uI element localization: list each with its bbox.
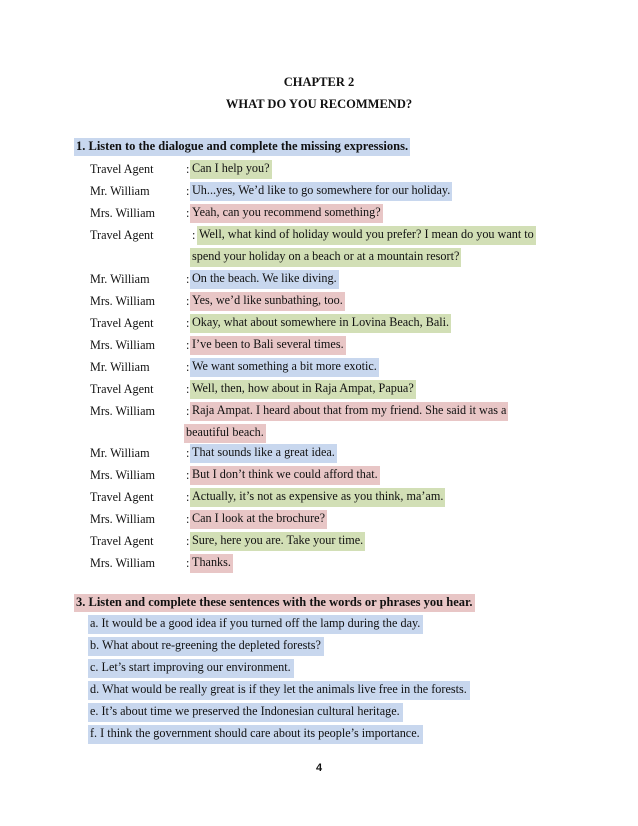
- dialogue-line: Mrs. William : Raja Ampat. I heard about that from my friend. She said it was a: [0, 404, 638, 426]
- dialogue-text: We want something a bit more exotic.: [190, 358, 379, 377]
- dialogue-line: Mrs. William : Can I look at the brochure?: [0, 512, 638, 534]
- speaker-name: Travel Agent: [90, 162, 154, 176]
- dialogue-text: Yes, we’d like sunbathing, too.: [190, 292, 345, 311]
- dialogue-line: Travel Agent : Okay, what about somewhere in Lovina Beach, Bali.: [0, 316, 638, 338]
- dialogue-text: Well, then, how about in Raja Ampat, Papua?: [190, 380, 416, 399]
- speaker-name: Mrs. William: [90, 468, 155, 482]
- dialogue-text: But I don’t think we could afford that.: [190, 466, 380, 485]
- chapter-subtitle: WHAT DO YOU RECOMMEND?: [225, 97, 413, 111]
- dialogue-text: On the beach. We like diving.: [190, 270, 339, 289]
- dialogue-line: Travel Agent : Well, what kind of holiday would you prefer? I mean do you want to: [0, 228, 638, 250]
- dialogue-line: Mrs. William : I’ve been to Bali several times.: [0, 338, 638, 360]
- dialogue-line: Travel Agent : Well, then, how about in Raja Ampat, Papua?: [0, 382, 638, 404]
- dialogue-text: Okay, what about somewhere in Lovina Beach, Bali.: [190, 314, 451, 333]
- speaker-name: Travel Agent: [90, 382, 154, 396]
- sentence-item: d. What would be really great is if they let the animals live free in the forests.: [88, 681, 470, 700]
- dialogue-text: That sounds like a great idea.: [190, 444, 337, 463]
- section1-heading: 1. Listen to the dialogue and complete the missing expressions.: [74, 138, 410, 156]
- speaker-name: Travel Agent: [90, 490, 154, 504]
- speaker-name: Mr. William: [90, 446, 150, 460]
- speaker-name: Travel Agent: [90, 316, 154, 330]
- speaker-name: Mr. William: [90, 184, 150, 198]
- speaker-name: Mrs. William: [90, 404, 155, 418]
- sentence-item: e. It’s about time we preserved the Indonesian cultural heritage.: [88, 703, 403, 722]
- dialogue-line: Travel Agent : Actually, it’s not as expensive as you think, ma’am.: [0, 490, 638, 512]
- dialogue-line: Mr. William : On the beach. We like diving.: [0, 272, 638, 294]
- dialogue-text: Can I help you?: [190, 160, 272, 179]
- speaker-name: Travel Agent: [90, 228, 154, 242]
- dialogue-line: Mrs. William : But I don’t think we could afford that.: [0, 468, 638, 490]
- dialogue-line: Travel Agent : Can I help you?: [0, 162, 638, 184]
- dialogue-text: Sure, here you are. Take your time.: [190, 532, 365, 551]
- dialogue-text-continued: spend your holiday on a beach or at a mountain resort?: [190, 248, 461, 267]
- speaker-name: Mrs. William: [90, 206, 155, 220]
- speaker-name: Mrs. William: [90, 294, 155, 308]
- speaker-name: Mrs. William: [90, 338, 155, 352]
- section3-heading: 3. Listen and complete these sentences with the words or phrases you hear.: [74, 594, 475, 612]
- dialogue-text-continued: beautiful beach.: [184, 424, 266, 443]
- dialogue-text: Yeah, can you recommend something?: [190, 204, 383, 223]
- speaker-name: Mr. William: [90, 272, 150, 286]
- sentence-item: b. What about re-greening the depleted forests?: [88, 637, 324, 656]
- dialogue-line: Mr. William : Uh...yes, We’d like to go somewhere for our holiday.: [0, 184, 638, 206]
- dialogue-line: Mrs. William : Thanks.: [0, 556, 638, 578]
- dialogue-line: Mr. William : We want something a bit more exotic.: [0, 360, 638, 382]
- dialogue-text: Well, what kind of holiday would you prefer? I mean do you want to: [197, 226, 536, 245]
- dialogue-text: Can I look at the brochure?: [190, 510, 327, 529]
- dialogue-text: Raja Ampat. I heard about that from my friend. She said it was a: [190, 402, 508, 421]
- speaker-name: Mrs. William: [90, 512, 155, 526]
- speaker-name: Travel Agent: [90, 534, 154, 548]
- page-number: 4: [315, 762, 323, 774]
- dialogue-line: Mrs. William : Yes, we’d like sunbathing, too.: [0, 294, 638, 316]
- speaker-name: Mrs. William: [90, 556, 155, 570]
- dialogue-text: Actually, it’s not as expensive as you think, ma’am.: [190, 488, 445, 507]
- dialogue-text: Uh...yes, We’d like to go somewhere for our holiday.: [190, 182, 452, 201]
- sentence-item: c. Let’s start improving our environment.: [88, 659, 294, 678]
- dialogue-line: Travel Agent : Sure, here you are. Take your time.: [0, 534, 638, 556]
- dialogue-text: I’ve been to Bali several times.: [190, 336, 346, 355]
- chapter-title: CHAPTER 2: [283, 75, 355, 89]
- sentence-item: a. It would be a good idea if you turned off the lamp during the day.: [88, 615, 423, 634]
- dialogue-line: Mr. William : That sounds like a great idea.: [0, 446, 638, 468]
- speaker-name: Mr. William: [90, 360, 150, 374]
- sentence-item: f. I think the government should care about its people’s importance.: [88, 725, 423, 744]
- dialogue-line: Mrs. William : Yeah, can you recommend something?: [0, 206, 638, 228]
- dialogue-text: Thanks.: [190, 554, 233, 573]
